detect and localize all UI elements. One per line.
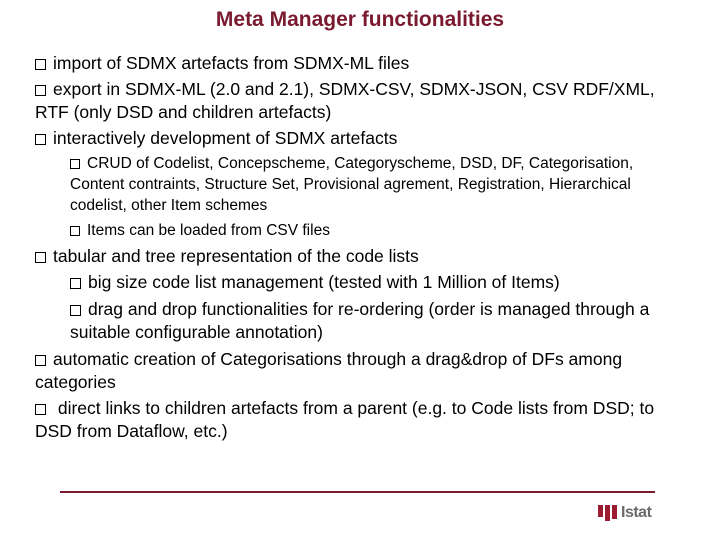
istat-logo xyxy=(598,503,651,523)
list-subitem: CRUD of Codelist, Concepscheme, Categoryscheme, DSD, DF, Categorisation, Content contraints, Structure Set, Provisional agrement, Registration, Hierarchical codelist, other Item schemes xyxy=(70,155,634,214)
list-subitem: Items can be loaded from CSV files xyxy=(70,220,685,241)
checkbox-bullet-icon xyxy=(35,59,46,70)
checkbox-bullet-icon xyxy=(35,134,46,145)
checkbox-bullet-icon xyxy=(70,226,80,236)
list-item: interactively development of SDMX artefacts xyxy=(35,127,685,150)
checkbox-bullet-icon xyxy=(35,85,46,96)
logo-text: Istat xyxy=(621,504,652,521)
checkbox-bullet-icon xyxy=(35,404,46,415)
footer-divider xyxy=(60,491,655,493)
list-subitem: drag and drop functionalities for re-ordering (order is managed through a suitable configurable annotation) xyxy=(70,299,650,342)
list-item: export in SDMX-ML (2.0 and 2.1), SDMX-CSV, SDMX-JSON, CSV RDF/XML, RTF (only DSD and children artefacts) xyxy=(35,79,655,122)
checkbox-bullet-icon xyxy=(35,252,46,263)
checkbox-bullet-icon xyxy=(70,159,80,169)
list-item: direct links to children artefacts from a parent (e.g. to Code lists from DSD; to DSD from Dataflow, etc.) xyxy=(35,398,655,441)
istat-logo-icon xyxy=(598,505,617,521)
list-subitem: big size code list management (tested with 1 Million of Items) xyxy=(70,271,685,294)
checkbox-bullet-icon xyxy=(70,305,81,316)
slide-title: Meta Manager functionalities xyxy=(215,8,505,31)
list-item: automatic creation of Categorisations through a drag&drop of DFs among categories xyxy=(35,349,623,392)
list-item: import of SDMX artefacts from SDMX-ML files xyxy=(35,52,685,75)
checkbox-bullet-icon xyxy=(70,278,81,289)
checkbox-bullet-icon xyxy=(35,355,46,366)
list-item: tabular and tree representation of the code lists xyxy=(35,245,685,268)
bullet-list xyxy=(35,52,685,446)
